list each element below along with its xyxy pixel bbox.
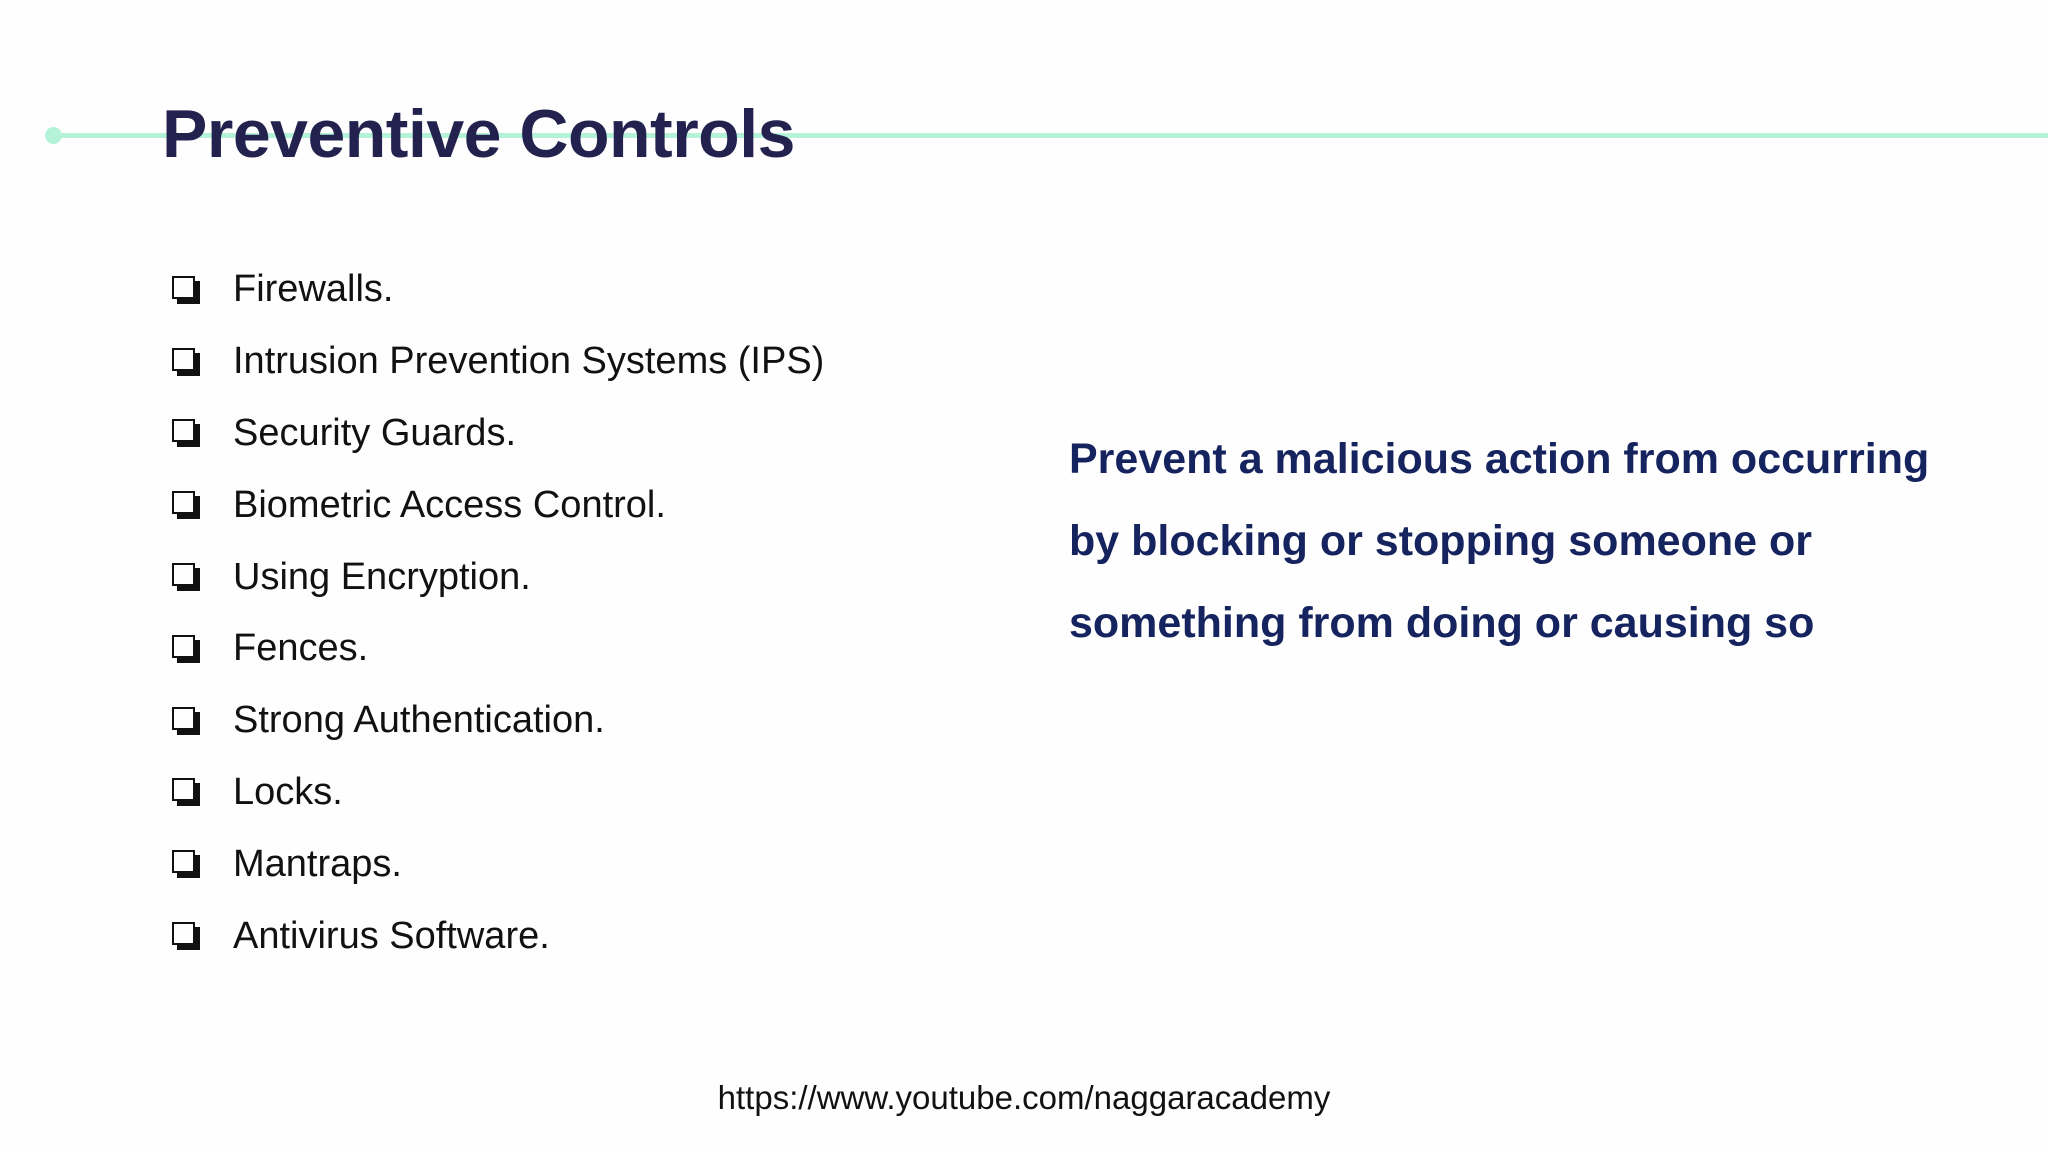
list-item-label: Antivirus Software.: [233, 914, 550, 957]
list-item: [172, 828, 824, 900]
list-item-label: Fences.: [233, 627, 369, 670]
list-item: [172, 613, 824, 685]
list-item-label: Firewalls.: [233, 268, 394, 311]
list-item-label: Intrusion Prevention Systems (IPS): [233, 340, 825, 383]
checkbox-icon: [172, 922, 200, 950]
controls-list: [172, 254, 824, 972]
list-item-label: Mantraps.: [233, 842, 402, 885]
list-item: [172, 541, 824, 613]
checkbox-icon: [172, 635, 200, 663]
definition-text: Prevent a malicious action from occurring by blocking or stopping someone or something from doing or causing so: [1069, 435, 1930, 647]
list-item: [172, 685, 824, 757]
checkbox-icon: [172, 491, 200, 519]
title-accent-dot: [45, 127, 62, 144]
footer-url: https://www.youtube.com/naggaracademy: [717, 1079, 1331, 1116]
list-item-label: Locks.: [233, 770, 343, 813]
list-item: [172, 757, 824, 829]
list-item: [172, 326, 824, 398]
list-item: [172, 254, 824, 326]
checkbox-icon: [172, 850, 200, 878]
list-item-label: Using Encryption.: [233, 555, 531, 598]
list-item-label: Security Guards.: [233, 411, 516, 454]
list-item-label: Strong Authentication.: [233, 699, 605, 742]
page-title: Preventive Controls: [162, 96, 795, 172]
checkbox-icon: [172, 563, 200, 591]
checkbox-icon: [172, 707, 200, 735]
checkbox-icon: [172, 778, 200, 806]
list-item: [172, 469, 824, 541]
checkbox-icon: [172, 419, 200, 447]
checkbox-icon: [172, 276, 200, 304]
list-item: [172, 398, 824, 470]
checkbox-icon: [172, 348, 200, 376]
list-item-label: Biometric Access Control.: [233, 483, 666, 526]
list-item: [172, 900, 824, 972]
